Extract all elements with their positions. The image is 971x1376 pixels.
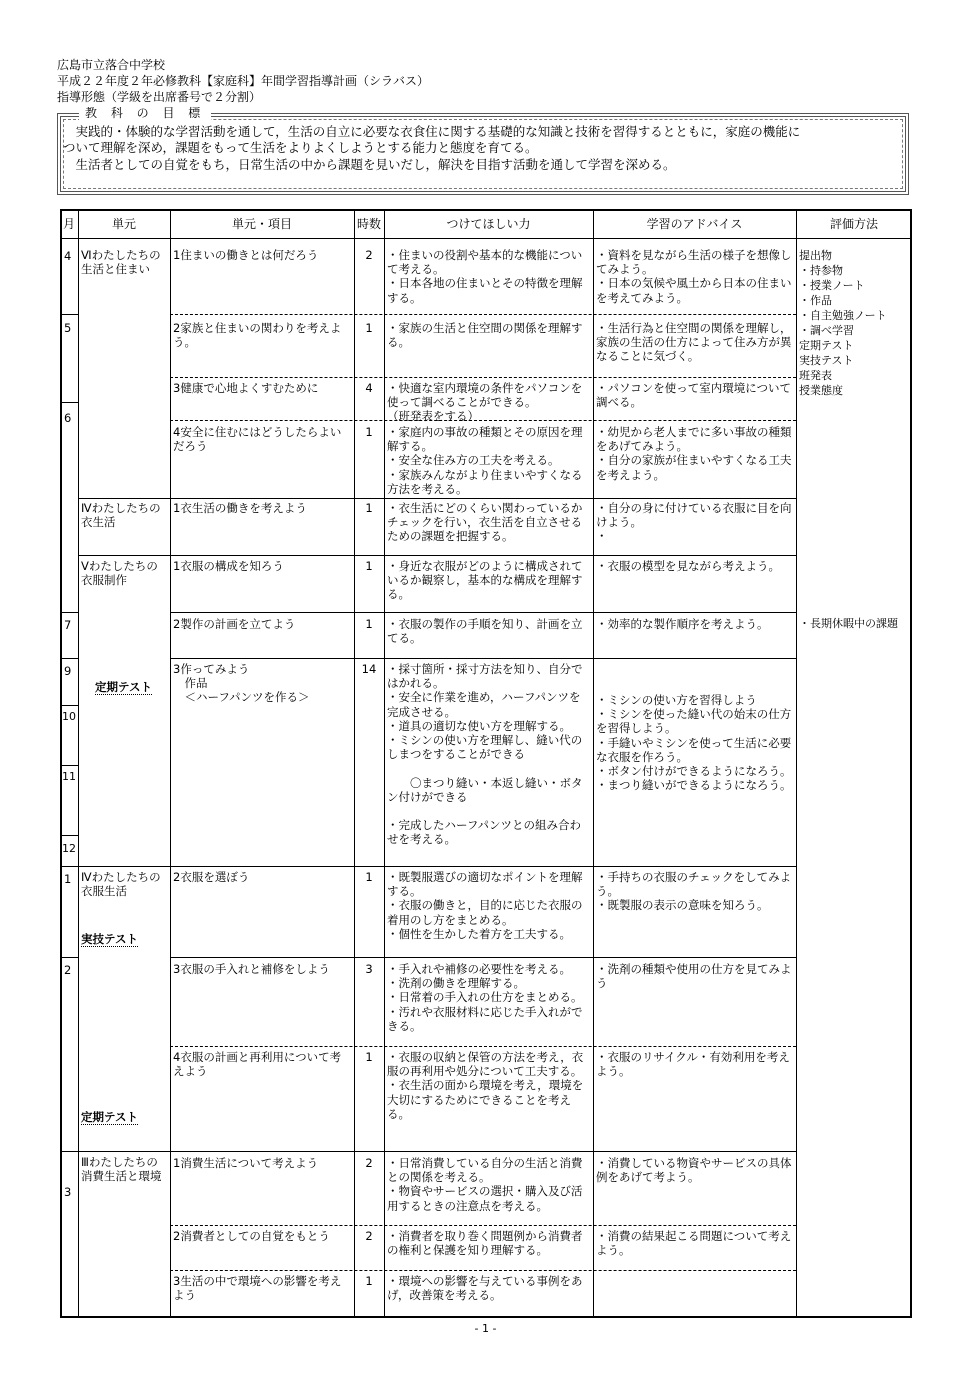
row-divider: [170, 612, 796, 613]
advice-cell: ・手持ちの衣服のチェックをしてみよう。 ・既製服の表示の意味を知ろう。: [596, 870, 792, 913]
month-divider: [60, 765, 78, 766]
row-divider: [78, 555, 796, 556]
hours-cell: 4: [365, 381, 373, 395]
month-label: 10: [62, 710, 76, 723]
advice-cell: ・資料を見ながら生活の様子を想像してみよう。 ・日本の気候や風土から日本の住まいを考えてみよう。: [596, 248, 792, 305]
month-label: 3: [64, 1185, 72, 1199]
header-divider: [60, 238, 912, 239]
goal-line-3: 生活者としての自覚をもち，日常生活の中から課題を見いだし，解決を目指す活動を通して学習を深める。: [63, 157, 676, 172]
item-cell: 2消費者としての自覚をもとう: [173, 1229, 330, 1243]
skills-cell: ・衣生活にどのくらい関わっているかチェックを行い，衣生活を自立させるための課題を把握する。: [387, 501, 583, 544]
month-label: 5: [64, 321, 72, 335]
hours-cell: 3: [365, 962, 373, 976]
item-cell: 4安全に住むにはどうしたらよいだろう: [173, 425, 342, 454]
hours-cell: 1: [365, 425, 373, 439]
month-divider: [60, 835, 78, 836]
unit-clothing-making: Ⅴわたしたちの衣服制作: [81, 559, 158, 588]
header-evaluation: 評価方法: [829, 217, 878, 231]
row-divider: [60, 866, 796, 867]
header-hours: 時数: [356, 217, 381, 231]
month-label: 6: [64, 411, 72, 425]
item-cell: 2衣服を選ぼう: [173, 870, 250, 884]
item-cell: 3健康で心地よくすむために: [173, 381, 319, 395]
row-divider-dashed: [170, 1225, 796, 1226]
skills-cell: ・家族の生活と住空間の関係を理解する。: [387, 321, 583, 350]
skills-cell: ・手入れや補修の必要性を考える。 ・洗剤の働きを理解する。 ・日常着の手入れの仕方をまとめる。 ・汚れや衣服材料に応じた手入れができる。: [387, 962, 583, 1033]
goal-line-1: 実践的・体験的な学習活動を通して，生活の自立に必要な衣食住に関する基礎的な知識と技術を習得するとともに，家庭の機能に: [63, 124, 801, 139]
advice-cell: ・消費している物資やサービスの具体例をあげて考よう。: [596, 1156, 792, 1185]
col-divider: [796, 209, 797, 1318]
hours-cell: 2: [365, 248, 373, 262]
hours-cell: 1: [365, 321, 373, 335]
item-cell: 1衣服の構成を知ろう: [173, 559, 284, 573]
row-divider: [170, 658, 796, 659]
item-cell: 3衣服の手入れと補修をしよう: [173, 962, 330, 976]
header-advice: 学習のアドバイス: [646, 217, 743, 231]
item-cell: 2家族と住まいの関わりを考えよう。: [173, 321, 342, 350]
item-cell: 3作ってみよう 作品 ＜ハーフパンツを作る＞: [173, 662, 310, 705]
item-cell: 3生活の中で環境への影響を考えよう: [173, 1274, 342, 1303]
test-label-practical: 実技テスト: [81, 932, 139, 946]
advice-cell: ・ミシンの使い方を習得しよう ・ミシンを使った縫い代の始末の仕方を習得しよう。 ・手縫いやミシンを使って生活に必要な衣服を作ろう。 ・ボタン付けができるようになろう。 ・まつり縫いができるようになろう。: [596, 693, 792, 793]
month-label: 12: [62, 842, 76, 855]
skills-cell: ・採寸箇所・採寸方法を知り、自分ではかれる。 ・安全に作業を進め，ハーフパンツを完成させる。 ・道具の適切な使い方を理解する。 ・ミシンの使い方を理解し、縫い代のしまつをすることができる 〇まつり縫い・本返し縫い・ボタン付けができる ・完成したハーフパンツとの組み合わせを考える。: [387, 662, 583, 847]
test-label-regular: 定期テスト: [81, 1110, 139, 1124]
item-cell: 1消費生活について考えよう: [173, 1156, 319, 1170]
month-label: 7: [64, 618, 72, 632]
skills-cell: ・消費者を取り巻く問題例から消費者の権利と保護を知り理解する。: [387, 1229, 583, 1258]
page-number: - 1 -: [474, 1322, 497, 1335]
hours-cell: 1: [365, 501, 373, 515]
advice-cell: ・幼児から老人までに多い事故の種類をあげてみよう。 ・自分の家族が住まいやすくなる工夫を考えよう。: [596, 425, 792, 482]
row-divider-dashed: [170, 314, 796, 315]
row-divider: [60, 1151, 796, 1152]
advice-cell: ・生活行為と住空間の関係を理解し，家族の生活の仕方によって住み方が異なることに気づく。: [596, 321, 792, 364]
unit-clothing-life: Ⅳわたしたちの衣生活: [81, 501, 161, 530]
advice-cell: ・効率的な製作順序を考えよう。: [596, 617, 769, 631]
advice-cell: ・衣服のリサイクル・有効利用を考えよう。: [596, 1050, 790, 1079]
unit-housing: Ⅵわたしたちの生活と住まい: [81, 248, 161, 277]
unit-clothing-living: Ⅳわたしたちの衣服生活: [81, 870, 161, 899]
skills-cell: ・家庭内の事故の種類とその原因を理解する。 ・安全な住み方の工夫を考える。 ・家族みんながより住まいやすくなる方法を考える。: [387, 425, 583, 496]
advice-cell: ・消費の結果起こる問題について考えよう。: [596, 1229, 792, 1258]
month-label: 9: [64, 664, 72, 678]
hours-cell: 1: [365, 870, 373, 884]
row-divider-dashed: [170, 1270, 796, 1271]
skills-cell: ・衣服の製作の手順を知り、計画を立てる。: [387, 617, 583, 646]
item-cell: 1住まいの働きとは何だろう: [173, 248, 319, 262]
hours-cell: 14: [361, 662, 377, 676]
skills-cell: ・快適な室内環境の条件をパソコンを使って調べることができる。 （班発表をする）: [387, 381, 583, 424]
skills-cell: ・既製服選びの適切なポイントを理解する。 ・衣服の働きと，目的に応じた衣服の着用のし方をまとめる。 ・個性を生かした着方を工夫する。: [387, 870, 583, 941]
test-label-regular: 定期テスト: [95, 680, 153, 694]
hours-cell: 1: [365, 617, 373, 631]
item-cell: 2製作の計画を立てよう: [173, 617, 296, 631]
teaching-format: 指導形態（学級を出席番号で２分割）: [57, 90, 262, 104]
month-label: 4: [64, 249, 72, 263]
header-month: 月: [62, 217, 75, 231]
plan-title: 平成２２年度２年必修教科【家庭科】年間学習指導計画（シラバス）: [57, 74, 430, 88]
month-label: 1: [64, 872, 72, 886]
hours-cell: 1: [365, 559, 373, 573]
evaluation-vacation-task: ・長期休暇中の課題: [799, 617, 898, 630]
unit-consumer: Ⅲわたしたちの消費生活と環境: [81, 1155, 162, 1184]
goal-line-2: ついて理解を深め，課題をもって生活をよりよくしようとする能力と態度を育てる。: [63, 140, 538, 155]
item-cell: 1衣生活の働きを考えよう: [173, 501, 307, 515]
header-item: 単元・項目: [231, 217, 292, 231]
advice-cell: ・パソコンを使って室内環境について調べる。: [596, 381, 792, 410]
row-divider: [78, 498, 796, 499]
skills-cell: ・衣服の収納と保管の方法を考え，衣服の再利用や処分について工夫する。 ・衣生活の面から環境を考え，環境を大切にするためにできることを考える。: [387, 1050, 584, 1121]
skills-cell: ・日常消費している自分の生活と消費との関係を考える。 ・物資やサービスの選択・購入及び活用するときの注意点を考える。: [387, 1156, 583, 1213]
hours-cell: 2: [365, 1156, 373, 1170]
row-divider-dashed: [170, 377, 796, 378]
month-divider: [60, 612, 78, 613]
hours-cell: 1: [365, 1274, 373, 1288]
skills-cell: ・環境への影響を与えている事例をあげ，改善策を考える。: [387, 1274, 583, 1303]
goals-title: 教 科 の 目 標: [79, 107, 211, 120]
month-divider: [60, 402, 78, 403]
month-divider: [60, 658, 78, 659]
subject-goals-box: [57, 107, 913, 197]
hours-cell: 1: [365, 1050, 373, 1064]
skills-cell: ・住まいの役割や基本的な機能について考える。 ・日本各地の住まいとその特徴を理解する。: [387, 248, 583, 305]
month-divider: [60, 314, 78, 315]
month-label: 11: [62, 770, 76, 783]
hours-cell: 2: [365, 1229, 373, 1243]
month-label: 2: [64, 963, 72, 977]
item-cell: 4衣服の計画と再利用について考えよう: [173, 1050, 342, 1079]
advice-cell: ・洗剤の種類や使用の仕方を見てみよう: [596, 962, 792, 991]
row-divider: [170, 957, 796, 958]
row-divider-dashed: [170, 1046, 796, 1047]
advice-cell: ・自分の身に付けている衣服に目を向けよう。 ・: [596, 501, 792, 544]
header-skills: つけてほしい力: [446, 217, 531, 231]
header-unit: 単元: [111, 217, 136, 231]
month-divider: [60, 957, 78, 958]
advice-cell: ・衣服の模型を見ながら考えよう。: [596, 559, 780, 573]
skills-cell: ・身近な衣服がどのように構成されているか観察し，基本的な構成を理解する。: [387, 559, 583, 602]
month-divider: [60, 705, 78, 706]
evaluation-methods: 提出物 ・持参物 ・授業ノート ・作品 ・自主勉強ノート ・調べ学習 定期テスト 実技テスト 班発表 授業態度: [799, 249, 887, 397]
school-name: 広島市立落合中学校: [57, 58, 166, 72]
